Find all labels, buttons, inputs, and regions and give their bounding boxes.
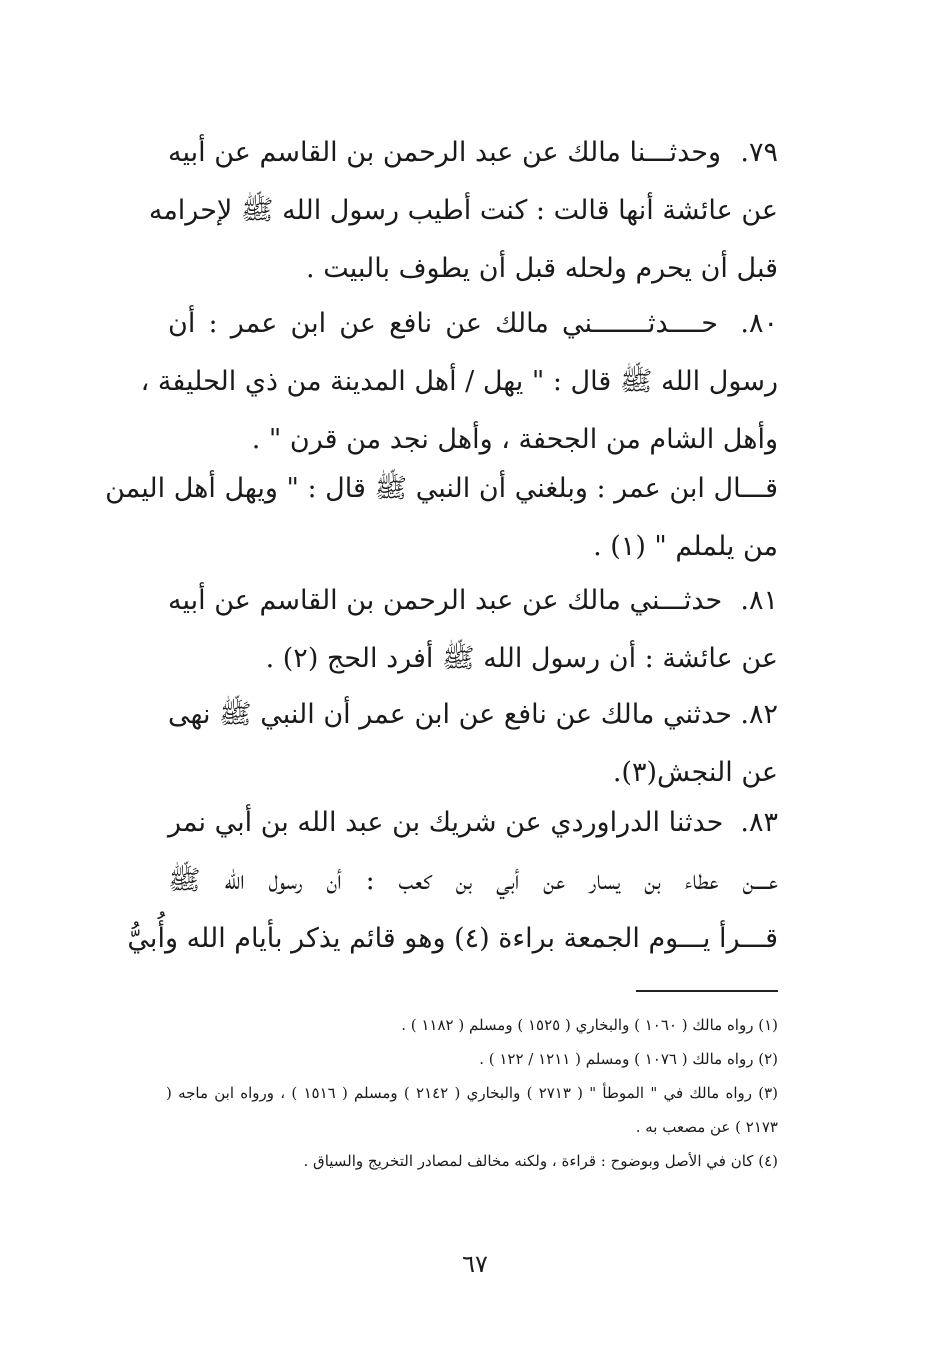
hadith-text: حــــدثـــــــني مالك عن نافع عن ابن عمر : أن [168,308,718,339]
hadith-line: عن النجش(٣). [612,757,778,788]
footnote: (٢) رواه مالك ( ١٠٧٦ ) ومسلم ( ١٢١١ / ١٢٢ ) . [479,1050,778,1068]
hadith-80-addendum [105,460,778,576]
hadith-number: ٨٣. [740,807,778,838]
hadith-line [168,686,778,744]
hadith-number: ٨٢. [740,699,778,730]
hadith-line [168,124,778,182]
hadith-text: وحدثـــنا مالك عن عبد الرحمن بن القاسم عن أبيه [168,137,721,168]
hadith-line [168,794,778,852]
hadith-number: ٨٠. [740,308,778,339]
hadith-line: من يلملم " (١) . [593,531,778,562]
hadith-80 [140,295,778,469]
hadith-text: حدثـــني مالك عن عبد الرحمن بن القاسم عن أبيه [168,585,723,616]
hadith-line: وأهل الشام من الجحفة ، وأهل نجد من قرن " . [251,424,778,455]
hadith-line: قـــرأ يـــوم الجمعة براءة (٤) وهو قائم يذكر بأيام الله وأُبيُّ [127,923,778,954]
footnote: ٢١٧٣ ) عن مصعب به . [635,1118,778,1136]
footnote: (٣) رواه مالك في " الموطأ " ( ٢٧١٣ ) والبخاري ( ٢١٤٢ ) ومسلم ( ١٥١٦ ) ، ورواه ابن ماجه ( [166,1084,778,1102]
hadith-83 [127,794,778,968]
hadith-number: ٨١. [740,585,778,616]
hadith-line: عن عائشة أنها قالت : كنت أطيب رسول الله ﷺ لإحرامه [148,195,778,226]
hadith-line: عــــن عطاء بن يسار عن أبي بن كعب : أن رسول الله ﷺ [168,865,778,896]
hadith-text: حدثني مالك عن نافع عن ابن عمر أن النبي ﷺ نهى [168,699,732,730]
hadith-line: عن عائشة : أن رسول الله ﷺ أفرد الحج (٢) . [265,643,778,674]
hadith-79 [148,124,778,298]
footnote: (٤) كان في الأصل وبوضوح : قراءة ، ولكنه مخالف لمصادر التخريج والسياق . [303,1152,778,1170]
hadith-line: قـــال ابن عمر : وبلغني أن النبي ﷺ قال : " ويهل أهل اليمن [105,473,778,504]
hadith-text: حدثنا الدراوردي عن شريك بن عبد الله بن أبي نمر [168,807,724,838]
hadith-line: رسول الله ﷺ قال : " يهل / أهل المدينة من ذي الحليفة ، [140,366,778,397]
hadith-line [168,295,778,353]
page-number: ٦٧ [462,1250,488,1278]
footnote: (١) رواه مالك ( ١٠٦٠ ) والبخاري ( ١٥٢٥ ) ومسلم ( ١١٨٢ ) . [401,1016,778,1034]
footnotes [166,1008,778,1178]
hadith-line: قبل أن يحرم ولحله قبل أن يطوف بالبيت . [306,253,778,284]
hadith-82 [168,686,778,802]
hadith-line [168,572,778,630]
footnote-divider [636,990,778,992]
hadith-number: ٧٩. [740,137,778,168]
hadith-81 [168,572,778,688]
